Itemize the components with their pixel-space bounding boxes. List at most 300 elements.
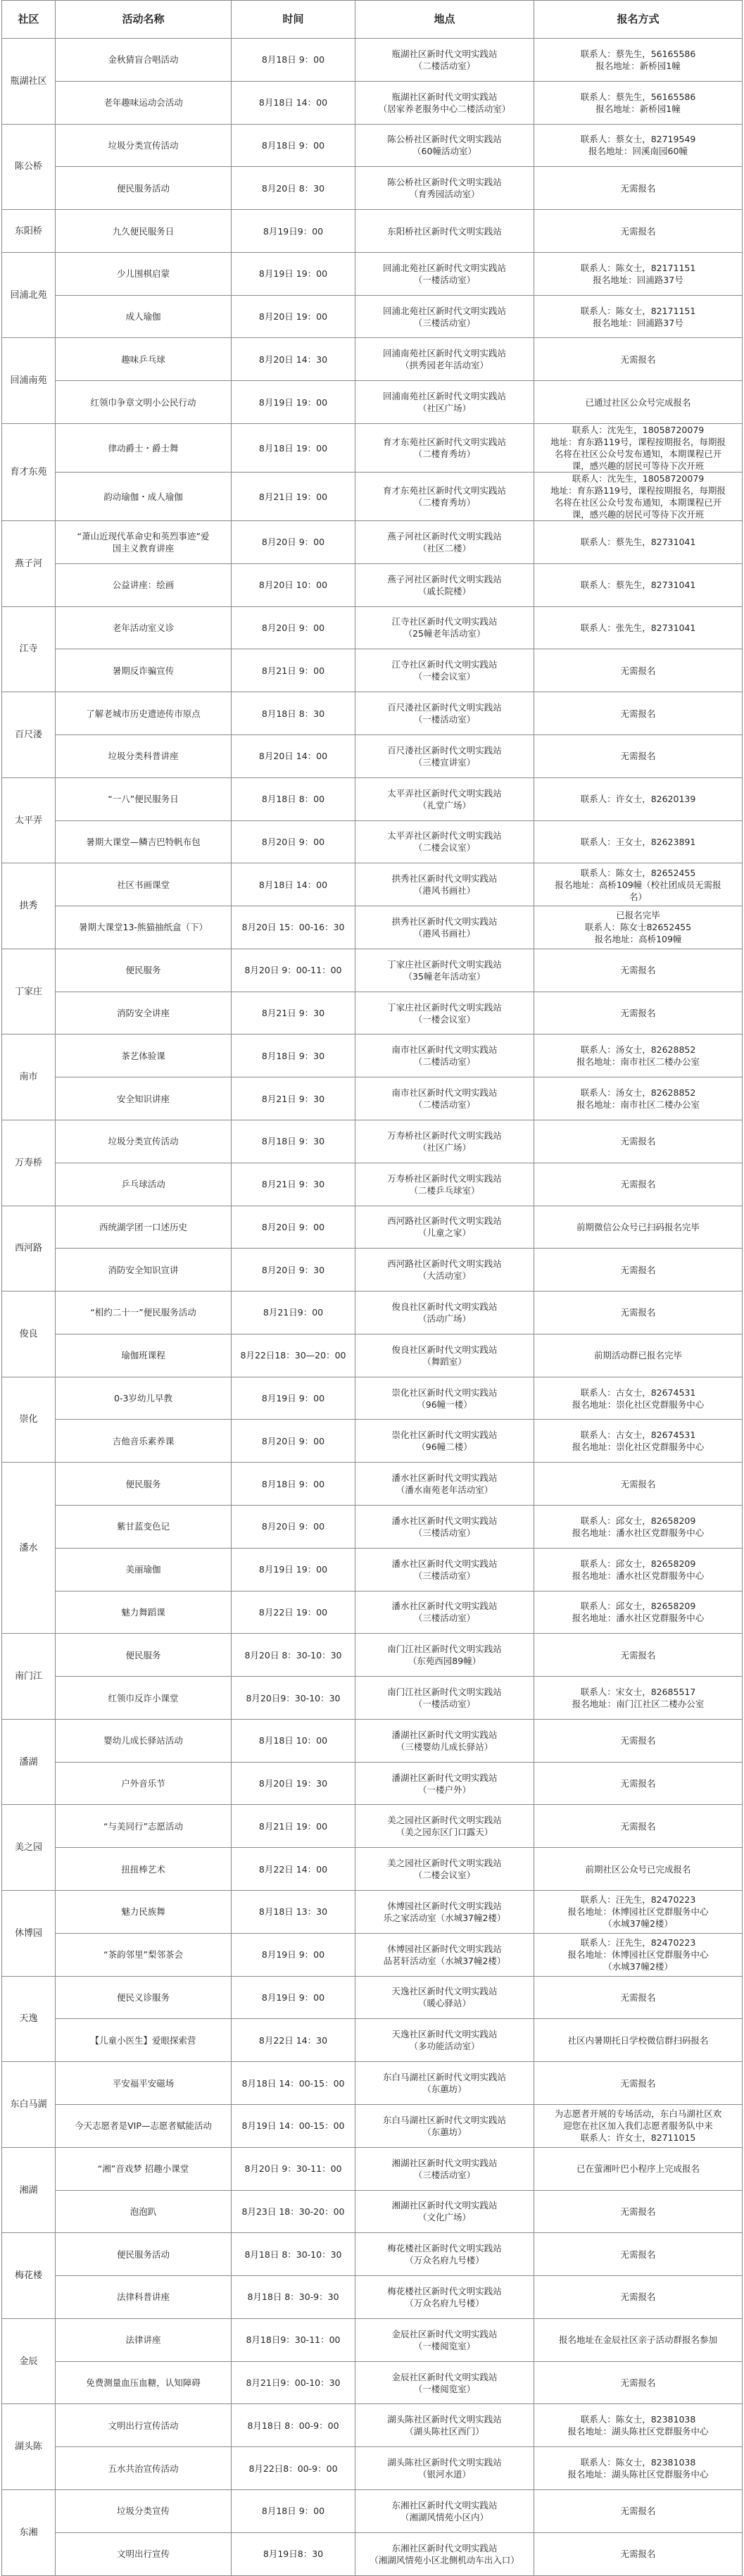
cell-line: 8月20日 9：00 [261, 836, 325, 847]
cell-line: 为志愿者开展的专场活动，东白马湖社区欢 [554, 2108, 722, 2120]
signup-cell [534, 81, 743, 124]
time-cell [232, 992, 355, 1034]
signup-cell [534, 2532, 743, 2575]
cell-line: 8月20日 9：30 [261, 1264, 325, 1275]
table-row [2, 1292, 743, 1334]
signup-cell [534, 1292, 743, 1334]
cell-line: 金辰社区新时代文明实践站 [391, 2328, 498, 2339]
cell-line: 太平弄社区新时代文明实践站 [387, 787, 502, 799]
cell-line: 8月20日 14：30 [258, 354, 328, 365]
table-row [2, 2447, 743, 2490]
time-cell [232, 1077, 355, 1120]
cell-line: 百尺溇社区新时代文明实践站 [387, 744, 502, 756]
cell-line: 金秋猜盲合唱活动 [108, 54, 179, 65]
cell-line: 丁家庄社区新时代文明实践站 [387, 1001, 502, 1013]
cell-line: 泡泡趴 [130, 2206, 157, 2217]
activity-cell [56, 2318, 232, 2361]
cell-line: 8月18日 8：00 [261, 794, 325, 805]
cell-line: 报名地址在金辰社区亲子活动群报名参加 [558, 2334, 717, 2346]
time-cell [232, 381, 355, 424]
activity-cell [56, 1634, 232, 1677]
community-cell: 崇化 [2, 1377, 56, 1463]
cell-line: 天逸社区新时代文明实践站 [391, 2029, 498, 2040]
location-cell [355, 734, 534, 777]
cell-line: 联系人：沈先生，18058720079 [572, 425, 705, 436]
location-cell [355, 563, 534, 606]
cell-line: 地址：育东路119号，课程按期报名，每期报 [550, 437, 726, 448]
cell-line: 联系人：蔡先生，82731041 [580, 580, 696, 591]
cell-line: 东湘社区新时代文明实践站 [391, 2542, 498, 2553]
activity-cell [56, 1292, 232, 1334]
cell-line: （水城37幢2楼） [603, 1918, 673, 1930]
cell-line: 趣味乒乓球 [121, 354, 165, 365]
community-cell: 美之园 [2, 1805, 56, 1891]
signup-cell [534, 949, 743, 992]
cell-line: 社区书画课堂 [116, 879, 170, 890]
table-row [2, 1591, 743, 1634]
table-row [2, 2062, 743, 2105]
activity-cell [56, 252, 232, 295]
cell-line: 律动爵士・爵士舞 [108, 442, 179, 454]
cell-line: 8月19日 19：00 [258, 1564, 328, 1575]
activity-cell [56, 210, 232, 253]
cell-line: 东阳桥社区新时代文明实践站 [387, 225, 502, 237]
location-cell [355, 424, 534, 473]
signup-cell [534, 2019, 743, 2062]
time-cell [232, 2361, 355, 2404]
cell-line: 暑期反诈骗宣传 [112, 665, 175, 676]
cell-line: （二楼乒乓球室） [409, 1184, 480, 1196]
cell-line: （潘水南苑老年活动室） [396, 1484, 493, 1496]
cell-line: 文明出行宣传活动 [108, 2420, 179, 2431]
location-cell [355, 2532, 534, 2575]
table-row [2, 1506, 743, 1549]
cell-line: 8月20日 9：00 [261, 537, 325, 548]
location-cell [355, 1206, 534, 1249]
cell-line: （银河水道） [417, 2469, 471, 2480]
cell-line: 九久便民服务日 [112, 225, 175, 237]
cell-line: 垃圾分类宣传活动 [108, 139, 179, 151]
cell-line: （一楼活动室） [413, 714, 476, 725]
table-row [2, 2318, 743, 2361]
signup-cell [534, 2147, 743, 2190]
cell-line: 无需报名 [620, 2206, 656, 2217]
cell-line: 东白马湖社区新时代文明实践站 [382, 2072, 506, 2083]
community-cell: 陈公桥 [2, 124, 56, 210]
cell-line: 报名地址：湖头陈社区党群服务中心 [567, 2469, 709, 2480]
cell-line: 8月21日9：00 [263, 1307, 324, 1318]
table-row [2, 1377, 743, 1420]
cell-line: 今天志愿者是VIP—志愿者赋能活动 [75, 2120, 212, 2132]
table-row [2, 1634, 743, 1677]
location-cell [355, 1677, 534, 1720]
activity-cell [56, 1249, 232, 1292]
location-cell [355, 1506, 534, 1549]
cell-line: 无需报名 [620, 225, 656, 237]
activity-cell [56, 1377, 232, 1420]
location-cell [355, 521, 534, 564]
cell-line: 8月18日9：30-11：00 [246, 2334, 341, 2346]
cell-line: 8月21日 9：00 [261, 665, 325, 676]
time-cell [232, 124, 355, 167]
cell-line: 课，感兴趣的居民可等待下次开班 [572, 461, 705, 472]
signup-cell [534, 863, 743, 906]
community-cell: 万寿桥 [2, 1120, 56, 1206]
cell-line: 梅花楼社区新时代文明实践站 [387, 2243, 502, 2254]
time-cell [232, 2147, 355, 2190]
community-cell: 丁家庄 [2, 949, 56, 1034]
cell-line: 8月20日 19：30 [258, 1778, 328, 1789]
cell-line: 公益讲座：绘画 [112, 580, 175, 591]
location-cell [355, 2318, 534, 2361]
activity-cell [56, 81, 232, 124]
cell-line: 8月18日 9：30 [261, 1050, 325, 1061]
cell-line: （二楼育秀坊） [413, 497, 476, 508]
activity-cell [56, 2404, 232, 2447]
time-cell [232, 2532, 355, 2575]
cell-line: 崇化社区新时代文明实践站 [391, 1387, 498, 1398]
cell-line: 紫甘蓝变色记 [116, 1521, 170, 1532]
cell-line: 陈公桥社区新时代文明实践站 [387, 134, 502, 145]
location-cell [355, 2361, 534, 2404]
time-cell [232, 1292, 355, 1334]
location-cell [355, 1034, 534, 1077]
cell-line: （二楼育秀坊） [413, 449, 476, 460]
cell-line: 消防安全知识宣讲 [108, 1264, 179, 1275]
cell-line: 乒乓球活动 [121, 1179, 165, 1190]
activity-cell [56, 1933, 232, 1976]
cell-line: “湘”音戏梦 招趣小课堂 [97, 2163, 189, 2175]
header-community: 社区 [2, 1, 56, 39]
location-cell [355, 692, 534, 735]
table-row [2, 1120, 743, 1163]
cell-line: 无需报名 [620, 354, 656, 365]
cell-line: （活动广场） [417, 1313, 471, 1324]
activity-cell [56, 820, 232, 863]
cell-line: 8月18日 9：00 [261, 1478, 325, 1489]
cell-line: 西河路社区新时代文明实践站 [387, 1258, 502, 1270]
table-row [2, 1677, 743, 1720]
cell-line: 无需报名 [620, 2291, 656, 2303]
activity-cell [56, 39, 232, 82]
signup-cell [534, 338, 743, 381]
cell-line: 育才东苑社区新时代文明实践站 [382, 485, 506, 496]
community-cell: 拱秀 [2, 863, 56, 949]
cell-line: 万寿桥社区新时代文明实践站 [387, 1173, 502, 1184]
cell-line: 瓶湖社区新时代文明实践站 [391, 91, 498, 102]
activity-cell [56, 2062, 232, 2105]
signup-cell [534, 1762, 743, 1805]
activity-cell [56, 1034, 232, 1077]
cell-line: （美之园东区门口露天） [396, 1827, 493, 1838]
community-cell: 俊良 [2, 1292, 56, 1377]
cell-line: 无需报名 [620, 708, 656, 719]
signup-cell [534, 1891, 743, 1934]
time-cell [232, 949, 355, 992]
time-cell [232, 2062, 355, 2105]
location-cell [355, 2104, 534, 2147]
cell-line: “相约二十一”便民服务活动 [90, 1307, 196, 1318]
cell-line: 8月20日 19：00 [258, 311, 328, 323]
signup-cell [534, 1334, 743, 1377]
time-cell [232, 1506, 355, 1549]
cell-line: 瓶湖社区新时代文明实践站 [391, 48, 498, 59]
table-row [2, 2276, 743, 2319]
cell-line: 报名地址：潘水社区党群服务中心 [572, 1527, 705, 1538]
location-cell [355, 2147, 534, 2190]
cell-line: 迎您在社区加入我们志愿者服务队中来 [563, 2120, 713, 2132]
cell-line: 8月19日9：00 [263, 225, 324, 237]
signup-cell [534, 2489, 743, 2532]
cell-line: （一楼活动室） [413, 274, 476, 285]
cell-line: 0-3岁幼儿早教 [114, 1393, 172, 1404]
activity-cell [56, 1120, 232, 1163]
location-cell [355, 1463, 534, 1506]
time-cell [232, 338, 355, 381]
activity-cell [56, 167, 232, 210]
cell-line: 拱秀社区新时代文明实践站 [391, 873, 498, 884]
cell-line: 联系人：王女士，82623891 [580, 836, 696, 847]
time-cell [232, 1420, 355, 1463]
cell-line: 8月19日8：30 [263, 2549, 324, 2560]
signup-cell [534, 1249, 743, 1292]
location-cell [355, 2276, 534, 2319]
activity-cell [56, 473, 232, 521]
table-row [2, 2404, 743, 2447]
cell-line: （一楼阅览室） [413, 2383, 476, 2394]
activity-cell [56, 777, 232, 820]
table-row [2, 2489, 743, 2532]
table-row [2, 2104, 743, 2147]
cell-line: 湘湖社区新时代文明实践站 [391, 2157, 498, 2168]
location-cell [355, 1891, 534, 1934]
cell-line: 无需报名 [620, 182, 656, 194]
community-cell: 湖头陈 [2, 2404, 56, 2490]
activity-cell [56, 1506, 232, 1549]
cell-line: 联系人：邱女士，82658209 [580, 1601, 696, 1612]
cell-line: 无需报名 [620, 1008, 656, 1019]
table-row [2, 124, 743, 167]
cell-line: 暑期大课堂13-熊猫抽纸盒（下） [79, 922, 208, 933]
activity-cell [56, 1420, 232, 1463]
cell-line: 8月19日 14：00-15：00 [241, 2120, 345, 2132]
signup-cell [534, 381, 743, 424]
cell-line: （一楼会议室） [413, 1013, 476, 1025]
activity-cell [56, 606, 232, 649]
signup-cell [534, 295, 743, 338]
activity-cell [56, 863, 232, 906]
cell-line: （万众名府九号楼） [405, 2255, 484, 2266]
cell-line: 国主义教育讲座 [112, 542, 175, 554]
cell-line: 茶艺体验课 [121, 1050, 165, 1061]
activity-cell [56, 124, 232, 167]
time-cell [232, 1848, 355, 1891]
cell-line: 美之园社区新时代文明实践站 [387, 1858, 502, 1869]
cell-line: 无需报名 [620, 965, 656, 976]
time-cell [232, 1206, 355, 1249]
cell-line: 8月22日8：00-9：00 [248, 2463, 338, 2474]
location-cell [355, 381, 534, 424]
cell-line: 无需报名 [620, 1179, 656, 1190]
cell-line: 无需报名 [620, 665, 656, 676]
cell-line: 瑜伽班课程 [121, 1350, 165, 1361]
location-cell [355, 863, 534, 906]
activity-cell [56, 2190, 232, 2233]
table-row [2, 473, 743, 521]
cell-line: （东蕙坊） [422, 2084, 467, 2095]
cell-line: 婴幼儿成长驿站活动 [103, 1735, 183, 1746]
location-cell [355, 1805, 534, 1848]
cell-line: 法律讲座 [125, 2334, 161, 2346]
signup-cell [534, 1548, 743, 1591]
cell-line: （东苑西园89幢） [408, 1656, 481, 1667]
table-row [2, 1848, 743, 1891]
cell-line: 消防安全讲座 [116, 1008, 170, 1019]
signup-cell [534, 2404, 743, 2447]
location-cell [355, 338, 534, 381]
cell-line: 陈公桥社区新时代文明实践站 [387, 177, 502, 188]
cell-line: 魅力民族舞 [121, 1906, 165, 1918]
community-cell: 休博园 [2, 1891, 56, 1977]
community-cell: 天逸 [2, 1976, 56, 2062]
activity-cell [56, 992, 232, 1034]
cell-line: 无需报名 [620, 1136, 656, 1147]
cell-line: （大活动室） [417, 1270, 471, 1282]
cell-line: 8月18日 9：30 [261, 1136, 325, 1147]
cell-line: 老年趣味运动会活动 [103, 97, 183, 108]
activity-cell [56, 1334, 232, 1377]
cell-line: 湘湖社区新时代文明实践站 [391, 2200, 498, 2211]
cell-line: 俊良社区新时代文明实践站 [391, 1344, 498, 1355]
time-cell [232, 167, 355, 210]
signup-cell [534, 1077, 743, 1120]
signup-cell [534, 1506, 743, 1549]
cell-line: 8月20日 10：00 [258, 580, 328, 591]
cell-line: 俊良社区新时代文明实践站 [391, 1301, 498, 1312]
header-signup: 报名方式 [534, 1, 743, 39]
cell-line: 联系人：邱女士，82658209 [580, 1515, 696, 1526]
table-row [2, 167, 743, 210]
cell-line: 无需报名 [620, 1992, 656, 2003]
signup-cell [534, 2104, 743, 2147]
cell-line: 了解老城市历史遗迹传市原点 [86, 708, 201, 719]
signup-cell [534, 2318, 743, 2361]
location-cell [355, 1976, 534, 2019]
activity-cell [56, 692, 232, 735]
cell-line: 报名地址：回溪南园60幢 [588, 146, 688, 157]
signup-cell [534, 2062, 743, 2105]
cell-line: 联系人：蔡先生，82731041 [580, 537, 696, 548]
cell-line: 潘水社区新时代文明实践站 [391, 1515, 498, 1526]
cell-line: 8月18日 9：00 [261, 54, 325, 65]
signup-cell [534, 649, 743, 692]
cell-line: 垃圾分类宣传活动 [108, 1136, 179, 1147]
cell-line: 少儿围棋启蒙 [116, 268, 170, 280]
location-cell [355, 1334, 534, 1377]
cell-line: 便民服务活动 [116, 182, 170, 194]
signup-cell [534, 1634, 743, 1677]
cell-line: 无需报名 [620, 1778, 656, 1789]
time-cell [232, 1891, 355, 1934]
table-row [2, 2147, 743, 2190]
cell-line: 五水共治宣传活动 [108, 2463, 179, 2474]
cell-line: 联系人：古女士，82674531 [580, 1387, 696, 1398]
community-cell: 金辰 [2, 2318, 56, 2404]
cell-line: 红领巾反诈小课堂 [108, 1692, 179, 1703]
header-time: 时间 [232, 1, 355, 39]
cell-line: 无需报名 [620, 2249, 656, 2260]
location-cell [355, 1848, 534, 1891]
table-row [2, 606, 743, 649]
time-cell [232, 2190, 355, 2233]
signup-cell [534, 2190, 743, 2233]
cell-line: 便民义诊服务 [116, 1992, 170, 2003]
community-cell: 江寺 [2, 606, 56, 692]
cell-line: 8月18日 8：30-10：30 [244, 2249, 342, 2260]
activity-cell [56, 2147, 232, 2190]
cell-line: （湘湖风情苑小区内） [400, 2511, 488, 2522]
cell-line: 8月22日 14：00 [258, 1863, 328, 1875]
signup-cell [534, 2276, 743, 2319]
activity-cell [56, 1677, 232, 1720]
cell-line: （礼堂广场） [417, 799, 471, 811]
cell-line: 联系人：陈女士，82381038 [580, 2414, 696, 2425]
cell-line: （三楼婴幼儿成长驿站） [396, 1741, 493, 1752]
cell-line: 吉他音乐素养课 [112, 1435, 175, 1446]
cell-line: 8月19日 19：00 [258, 396, 328, 408]
time-cell [232, 2276, 355, 2319]
community-cell: 南市 [2, 1034, 56, 1120]
location-cell [355, 2062, 534, 2105]
location-cell [355, 124, 534, 167]
activity-cell [56, 521, 232, 564]
activity-cell [56, 2104, 232, 2147]
cell-line: 报名地址：回浦路37号 [593, 274, 683, 285]
cell-line: 报名地址：潘水社区党群服务中心 [572, 1570, 705, 1581]
cell-line: 社区内暑期托日学校微信群扫码报名 [567, 2034, 709, 2046]
activity-cell [56, 2233, 232, 2276]
table-row [2, 1891, 743, 1934]
cell-line: 便民服务 [125, 1478, 161, 1489]
cell-line: 联系人：汤女士，82628852 [580, 1087, 696, 1099]
cell-line: 联系人：汪先生，82470223 [580, 1937, 696, 1949]
time-cell [232, 1933, 355, 1976]
cell-line: 联系人：蔡女士，82719549 [580, 134, 696, 145]
cell-line: 8月18日 8：00-9：00 [247, 2420, 339, 2431]
cell-line: “一八”便民服务日 [108, 794, 179, 805]
table-row [2, 777, 743, 820]
activity-cell [56, 1591, 232, 1634]
cell-line: （港风书画社） [413, 927, 476, 939]
signup-cell [534, 734, 743, 777]
time-cell [232, 777, 355, 820]
cell-line: 便民服务活动 [116, 2249, 170, 2260]
signup-cell [534, 1591, 743, 1634]
cell-line: 红领巾争章文明小公民行动 [90, 396, 196, 408]
cell-line: 8月19日 9：00 [261, 1949, 325, 1961]
table-row [2, 1206, 743, 1249]
time-cell [232, 2104, 355, 2147]
cell-line: （一楼阅览室） [413, 2340, 476, 2351]
cell-line: （戚长院楼） [417, 585, 471, 596]
time-cell [232, 1591, 355, 1634]
cell-line: 免费测量血压血糖，认知障碍 [86, 2377, 201, 2389]
time-cell [232, 734, 355, 777]
signup-cell [534, 1463, 743, 1506]
cell-line: 无需报名 [620, 751, 656, 762]
location-cell [355, 2019, 534, 2062]
location-cell [355, 167, 534, 210]
